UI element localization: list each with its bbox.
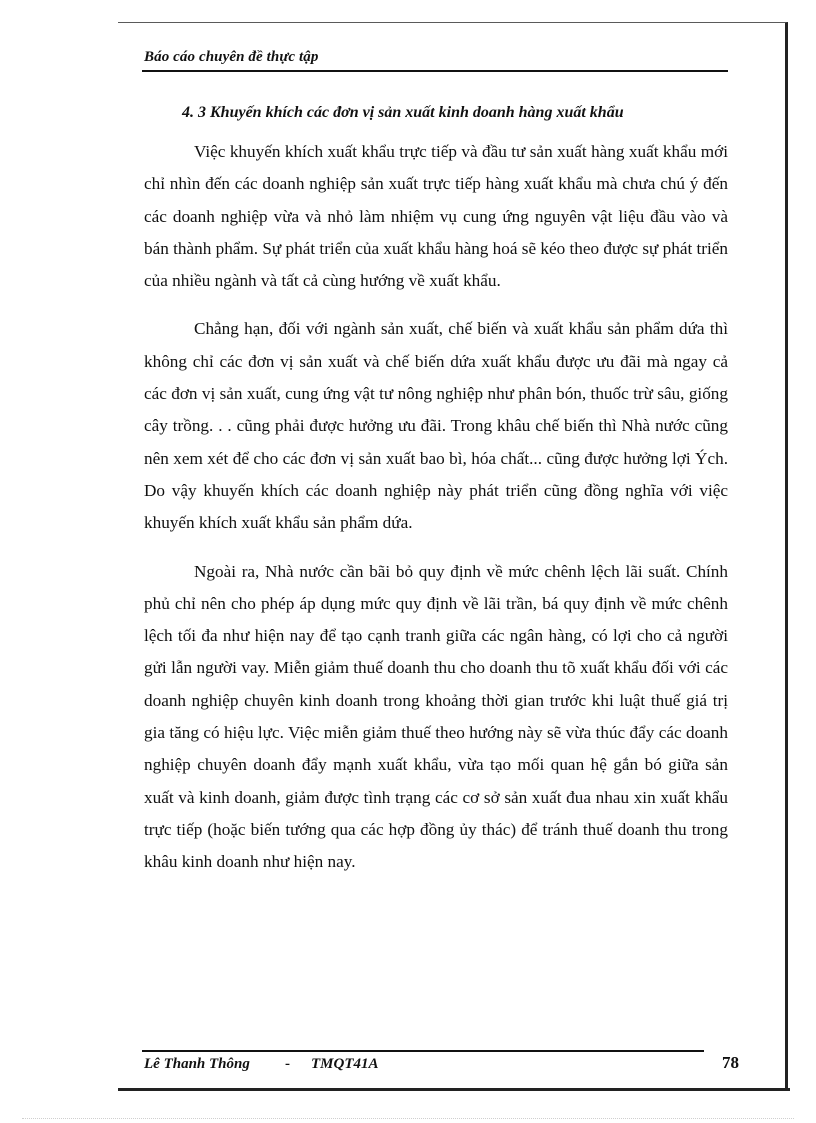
paragraph-3: Ngoài ra, Nhà nước cần bãi bỏ quy định về mức chênh lệch lãi suất. Chính phủ chỉ nên cho phép áp dụng mức quy định về lãi trần, bá quy định về mức chênh lệch tối đa như hiện nay để tạo cạnh tranh giữa các ngân hàng, có lợi cho cả người gửi lẫn người vay. Miễn giảm thuế doanh thu cho doanh thu tõ xuất khẩu đối với các doanh nghiệp chuyên kinh doanh trong khoảng thời gian trước khi luật thuế giá trị gia tăng có hiệu lực. Việc miễn giảm thuế theo hướng này sẽ vừa thúc đẩy các doanh nghiệp chuyên doanh đẩy mạnh xuất khẩu, vừa tạo mối quan hệ gắn bó giữa sản xuất và kinh doanh, giảm được tình trạng các cơ sở sản xuất đua nhau xin xuất khẩu trực tiếp (hoặc biến tướng qua các hợp đồng ủy thác) để tránh thuế doanh thu trong khâu kinh doanh như hiện nay. [144, 561, 728, 872]
paragraph-2: Chẳng hạn, đối với ngành sản xuất, chế biến và xuất khẩu sản phẩm dứa thì không chỉ các đơn vị sản xuất và chế biến dứa xuất khẩu được ưu đãi mà ngay cả các đơn vị sản xuất, cung ứng vật tư nông nghiệp như phân bón, thuốc trừ sâu, giống cây trồng. . . cũng phải được hưởng ưu đãi. Trong khâu chế biến thì Nhà nước cũng nên xem xét để cho các đơn vị sản xuất bao bì, hóa chất... cũng được hưởng lợi Ých. Do vậy khuyến khích các doanh nghiệp này phát triển cũng đồng nghĩa với việc khuyến khích xuất khẩu sản phẩm dứa. [144, 319, 728, 533]
page-bottom-edge [22, 1118, 794, 1119]
footer-author: Lê Thanh Thông [144, 1056, 250, 1072]
page-number: 78 [722, 1053, 739, 1072]
page-border-shadow [118, 1088, 790, 1091]
page-header [142, 46, 728, 72]
footer-class-code: TMQT41A [311, 1056, 379, 1072]
footer-divider [142, 1050, 704, 1052]
document-body [144, 136, 728, 895]
paragraph-1: Việc khuyến khích xuất khẩu trực tiếp và đầu tư sản xuất hàng xuất khẩu mới chỉ nhìn đến các doanh nghiệp sản xuất trực tiếp hàng xuất khẩu mà chưa chú ý đến các doanh nghiệp vừa và nhỏ làm nhiệm vụ cung ứng nguyên vật liệu đầu vào và bán thành phẩm. Sự phát triển của xuất khẩu hàng hoá sẽ kéo theo được sự phát triển của nhiều ngành và tất cả cùng hướng về xuất khẩu. [144, 142, 729, 291]
section-title: 4. 3 Khuyến khích các đơn vị sản xuất kinh doanh hàng xuất khẩu [182, 104, 624, 121]
footer-separator: - [285, 1056, 290, 1072]
header-title: Báo cáo chuyên đề thực tập [144, 49, 319, 65]
